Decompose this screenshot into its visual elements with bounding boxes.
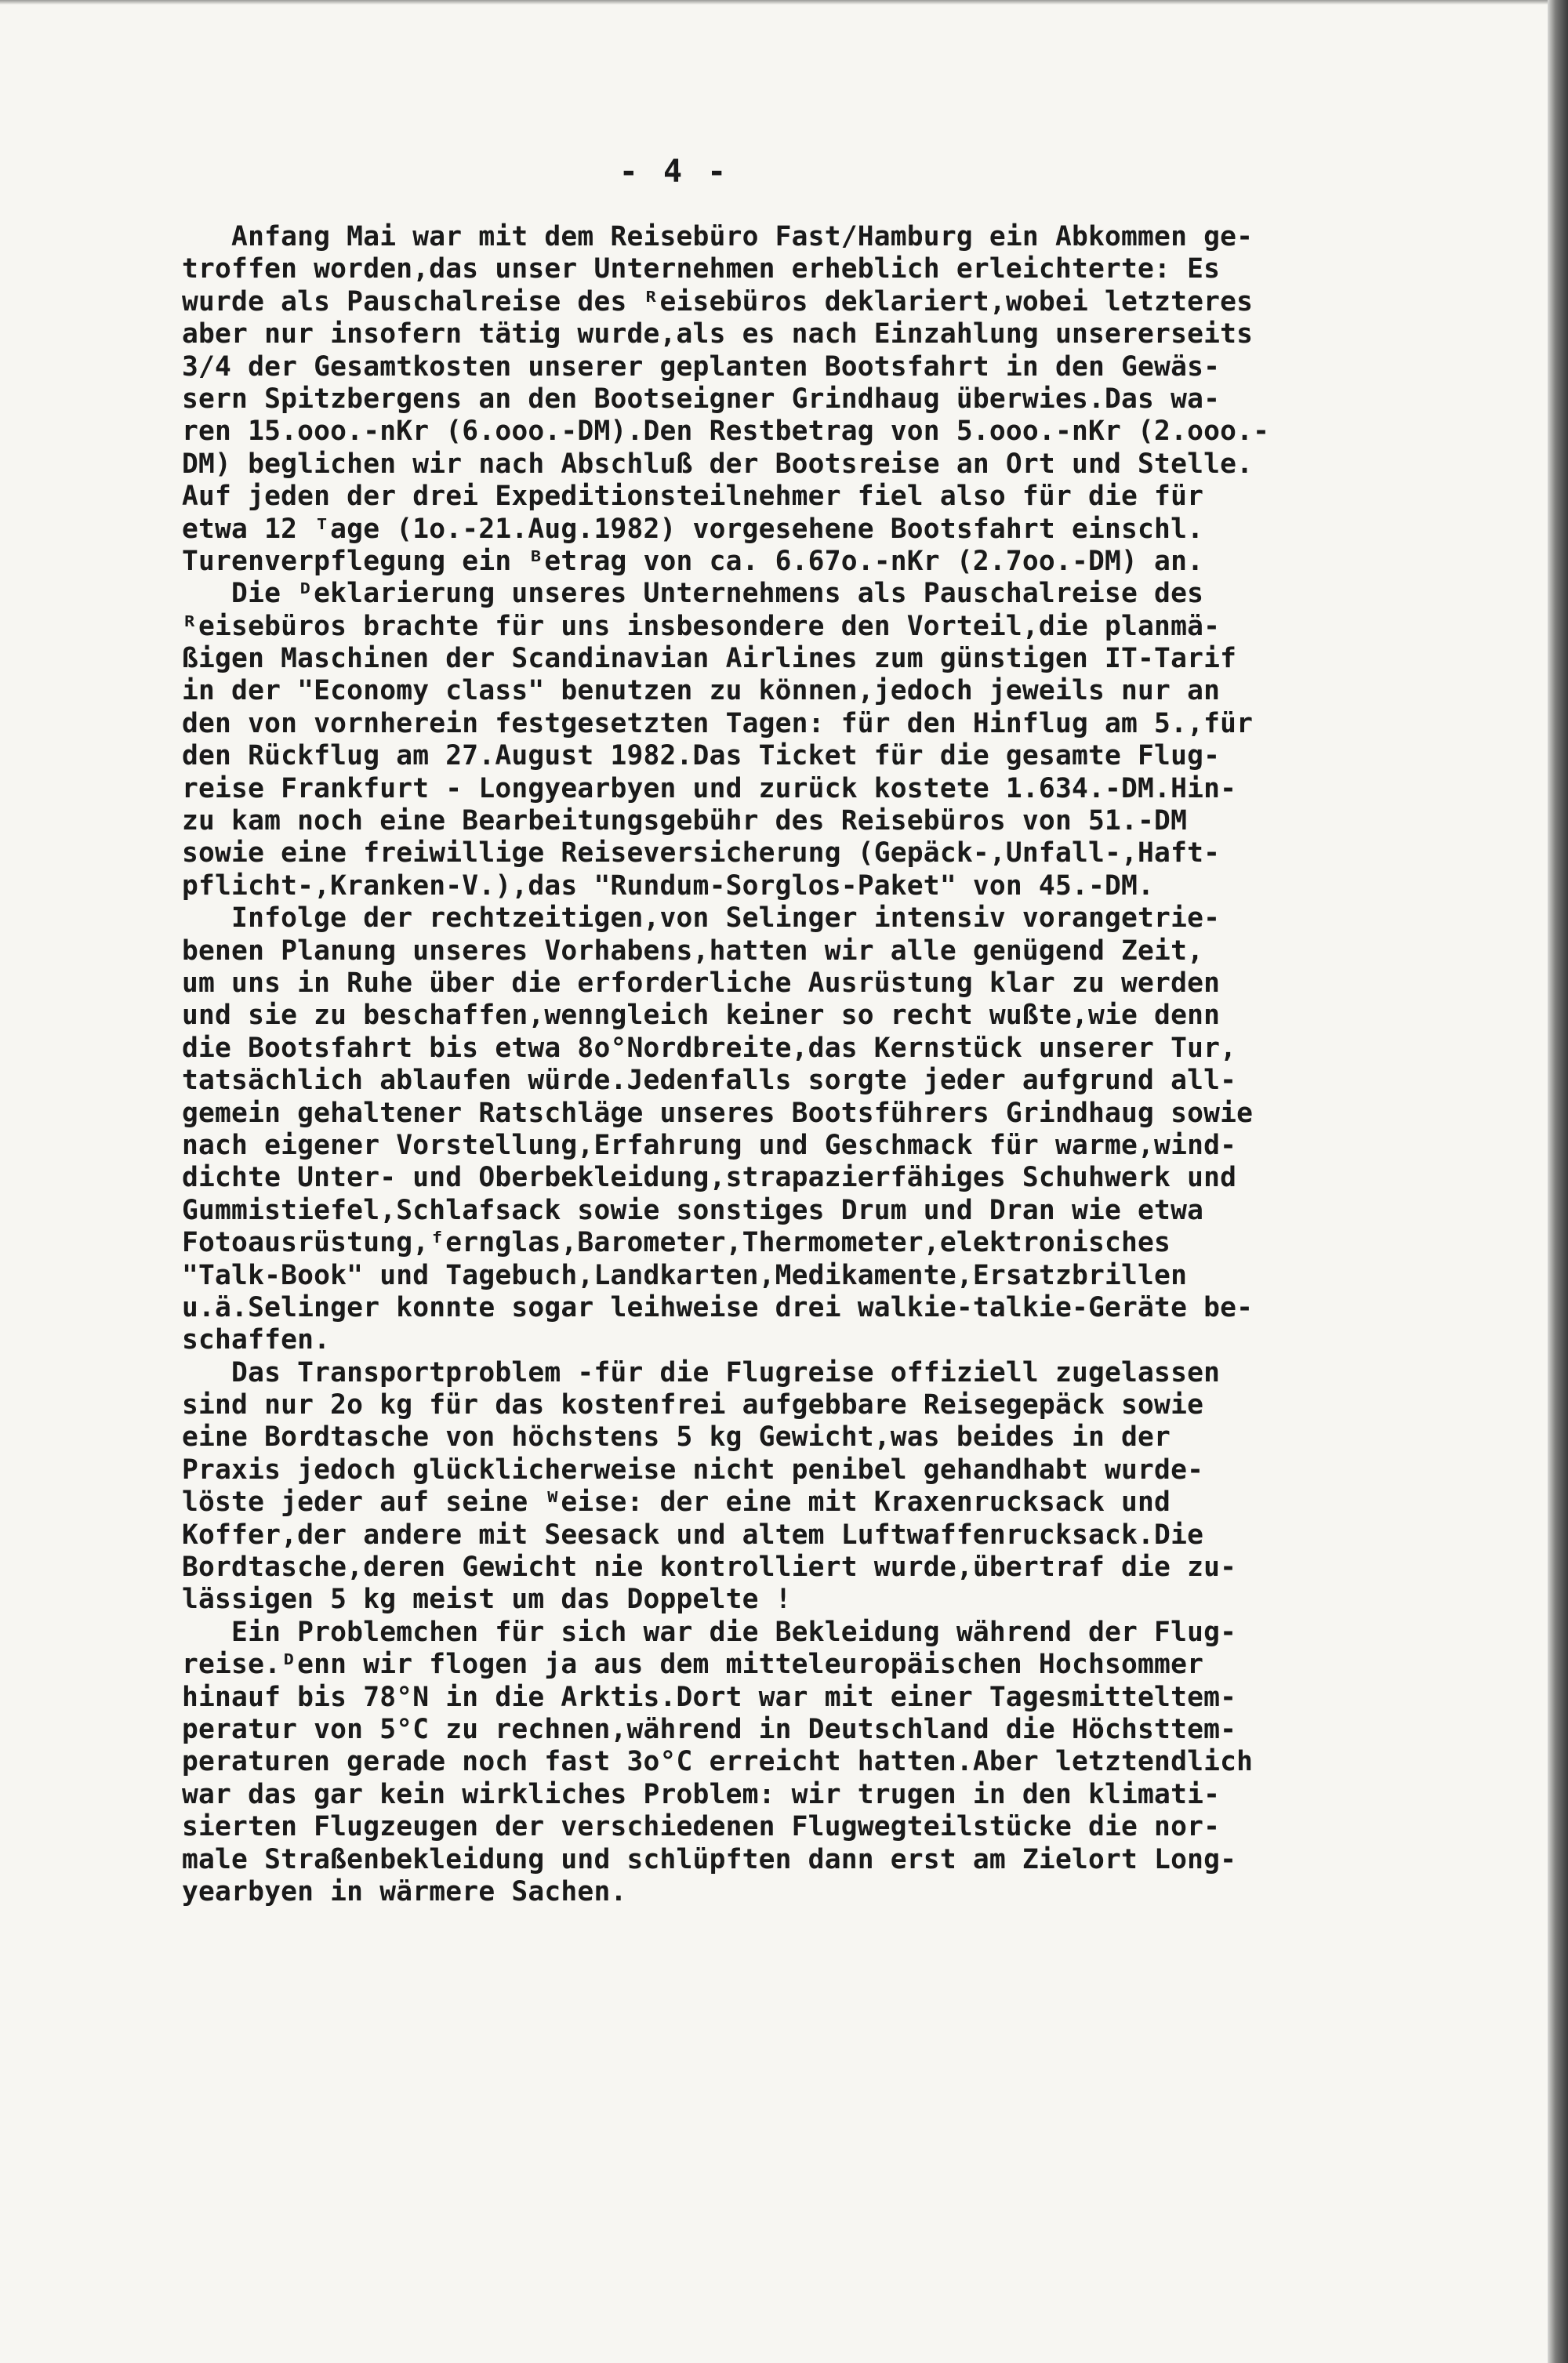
text-line: Praxis jedoch glücklicherweise nicht penibel gehandhabt wurde- bbox=[182, 1454, 1204, 1486]
text-line: reise Frankfurt - Longyearbyen und zurück kostete 1.634.-DM.Hin- bbox=[182, 772, 1237, 804]
text-line: den von vornherein festgesetzten Tagen: für den Hinflug am 5.,für bbox=[182, 707, 1254, 739]
text-line: eine Bordtasche von höchstens 5 kg Gewicht,was beides in der bbox=[182, 1421, 1171, 1454]
text-line: sowie eine freiwillige Reiseversicherung (Gepäck-,Unfall-,Haft- bbox=[182, 837, 1221, 869]
text-line: pflicht-,Kranken-V.),das "Rundum-Sorglos-Paket" von 45.-DM. bbox=[182, 869, 1155, 902]
text-line: Anfang Mai war mit dem Reisebüro Fast/Hamburg ein Abkommen ge- bbox=[182, 221, 1254, 252]
text-line: u.ä.Selinger konnte sogar leihweise drei walkie-talkie-Geräte be- bbox=[182, 1291, 1254, 1323]
text-line: nach eigener Vorstellung,Erfahrung und Geschmack für warme,wind- bbox=[182, 1129, 1237, 1161]
text-line: Infolge der rechtzeitigen,von Selinger intensiv vorangetrie- bbox=[182, 902, 1221, 935]
text-line: wurde als Pauschalreise des ᴿeisebüros deklariert,wobei letzteres bbox=[182, 285, 1254, 318]
text-line: yearbyen in wärmere Sachen. bbox=[182, 1875, 627, 1907]
text-line: sierten Flugzeugen der verschiedenen Flugwegteilstücke die nor- bbox=[182, 1811, 1221, 1843]
text-line: die Bootsfahrt bis etwa 8o°Nordbreite,das Kernstück unserer Tur, bbox=[182, 1032, 1237, 1064]
scan-top-edge bbox=[0, 0, 1568, 5]
text-line: gemein gehaltener Ratschläge unseres Bootsführers Grindhaug sowie bbox=[182, 1097, 1254, 1129]
text-line: etwa 12 ᵀage (1o.-21.Aug.1982) vorgesehene Bootsfahrt einschl. bbox=[182, 513, 1204, 545]
text-line: peraturen gerade noch fast 3o°C erreicht hatten.Aber letztendlich bbox=[182, 1746, 1254, 1778]
text-line: Das Transportproblem -für die Flugreise offiziell zugelassen bbox=[182, 1356, 1221, 1388]
text-line: lässigen 5 kg meist um das Doppelte ! bbox=[182, 1584, 792, 1616]
text-line: sern Spitzbergens an den Bootseigner Grindhaug überwies.Das wa- bbox=[182, 383, 1221, 415]
text-line: Gummistiefel,Schlafsack sowie sonstiges Drum und Dran wie etwa bbox=[182, 1194, 1204, 1226]
text-line: Auf jeden der drei Expeditionsteilnehmer fiel also für die für bbox=[182, 481, 1204, 513]
text-line: Fotoausrüstung,ᶠernglas,Barometer,Thermometer,elektronisches bbox=[182, 1227, 1171, 1259]
text-line: Ein Problemchen für sich war die Bekleidung während der Flug- bbox=[182, 1616, 1237, 1648]
text-line: und sie zu beschaffen,wenngleich keiner so recht wußte,wie denn bbox=[182, 1000, 1221, 1032]
text-line: "Talk-Book" und Tagebuch,Landkarten,Medikamente,Ersatzbrillen bbox=[182, 1259, 1188, 1291]
text-line: reise.ᴰenn wir flogen ja aus dem mitteleuropäischen Hochsommer bbox=[182, 1649, 1204, 1681]
text-line: in der "Economy class" benutzen zu können,jedoch jeweils nur an bbox=[182, 675, 1221, 707]
text-line: tatsächlich ablaufen würde.Jedenfalls sorgte jeder aufgrund all- bbox=[182, 1065, 1237, 1097]
text-line: ren 15.ooo.-nKr (6.ooo.-DM).Den Restbetrag von 5.ooo.-nKr (2.ooo.- bbox=[182, 416, 1270, 448]
text-line: aber nur insofern tätig wurde,als es nach Einzahlung unsererseits bbox=[182, 318, 1254, 350]
text-line: war das gar kein wirkliches Problem: wir trugen in den klimati- bbox=[182, 1778, 1221, 1810]
body-text bbox=[182, 221, 1554, 1908]
text-line: troffen worden,das unser Unternehmen erheblich erleichterte: Es bbox=[182, 253, 1221, 285]
text-line: den Rückflug am 27.August 1982.Das Ticket für die gesamte Flug- bbox=[182, 740, 1221, 772]
text-line: Bordtasche,deren Gewicht nie kontrolliert wurde,übertraf die zu- bbox=[182, 1552, 1237, 1584]
text-line: ᴿeisebüros brachte für uns insbesondere den Vorteil,die planmä- bbox=[182, 610, 1221, 642]
text-line: löste jeder auf seine ᵂeise: der eine mit Kraxenrucksack und bbox=[182, 1486, 1171, 1519]
text-line: dichte Unter- und Oberbekleidung,strapazierfähiges Schuhwerk und bbox=[182, 1162, 1237, 1194]
text-line: um uns in Ruhe über die erforderliche Ausrüstung klar zu werden bbox=[182, 967, 1221, 999]
text-line: Die ᴰeklarierung unseres Unternehmens als Pauschalreise des bbox=[182, 578, 1204, 610]
text-line: Turenverpflegung ein ᴮetrag von ca. 6.67o.-nKr (2.7oo.-DM) an. bbox=[182, 545, 1204, 577]
text-line: DM) beglichen wir nach Abschluß der Bootsreise an Ort und Stelle. bbox=[182, 448, 1254, 480]
text-line: sind nur 2o kg für das kostenfrei aufgebbare Reisegepäck sowie bbox=[182, 1389, 1204, 1421]
text-line: hinauf bis 78°N in die Arktis.Dort war mit einer Tagesmitteltem- bbox=[182, 1681, 1237, 1713]
text-line: 3/4 der Gesamtkosten unserer geplanten Bootsfahrt in den Gewäs- bbox=[182, 350, 1221, 383]
text-line: peratur von 5°C zu rechnen,während in Deutschland die Höchsttem- bbox=[182, 1713, 1237, 1745]
text-line: ßigen Maschinen der Scandinavian Airlines zum günstigen IT-Tarif bbox=[182, 643, 1237, 675]
text-line: male Straßenbekleidung und schlüpften dann erst am Zielort Long- bbox=[182, 1843, 1237, 1875]
text-line: schaffen. bbox=[182, 1324, 331, 1356]
text-line: zu kam noch eine Bearbeitungsgebühr des Reisebüros von 51.-DM bbox=[182, 805, 1188, 837]
text-line: Koffer,der andere mit Seesack und altem Luftwaffenrucksack.Die bbox=[182, 1519, 1204, 1551]
text-line: benen Planung unseres Vorhabens,hatten wir alle genügend Zeit, bbox=[182, 935, 1204, 967]
page-number: - 4 - bbox=[619, 154, 730, 190]
